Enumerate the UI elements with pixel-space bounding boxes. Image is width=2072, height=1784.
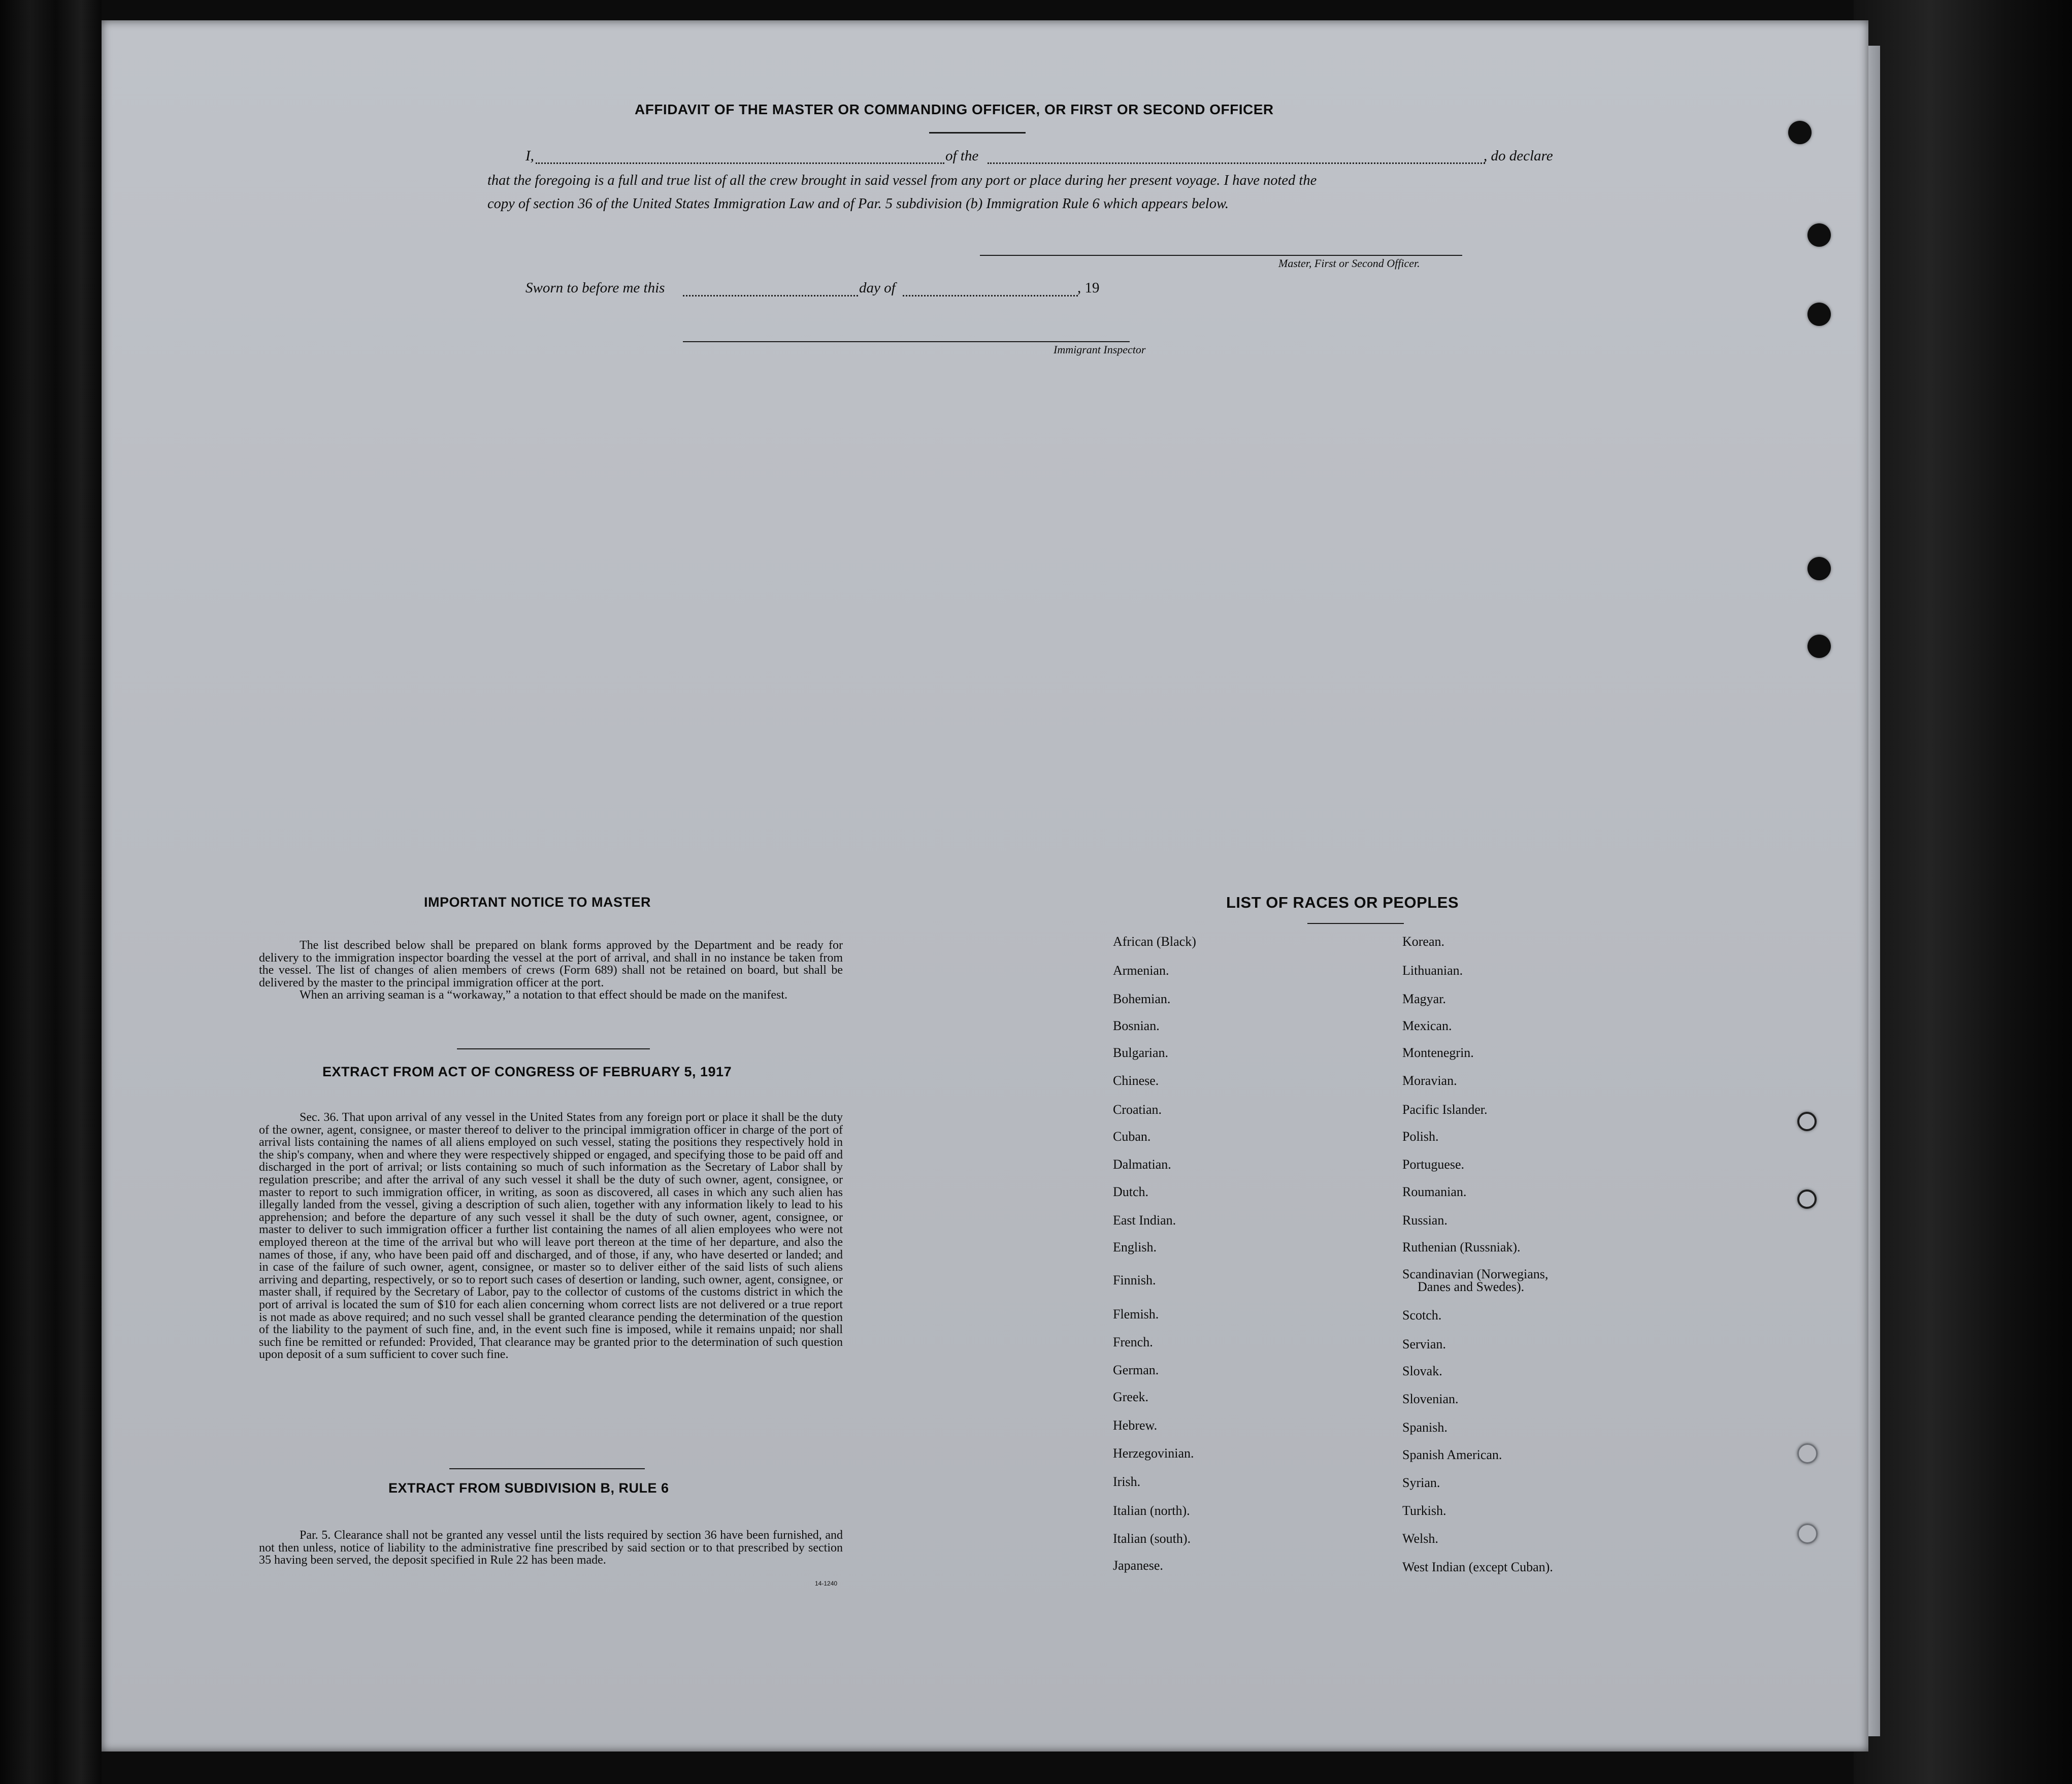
notice-para-1: The list described below shall be prepared on blank forms approved by the Department and be ready for delivery to the immigration inspector boarding the vessel at the port of arrival, and shall in no instance be taken from the vessel. The list of changes of alien members of crews (Form 689) shall not be retained on board, but shall be delivered by the master to the principal immigration officer at the port. bbox=[259, 939, 843, 989]
race-left-8: Cuban. bbox=[1113, 1129, 1151, 1144]
act-body bbox=[259, 1111, 843, 1361]
form-number: 14-1240 bbox=[815, 1580, 838, 1587]
affidavit-line2: that the foregoing is a full and true list of all the crew brought in said vessel from any port or place during her present voyage. I have noted the bbox=[487, 173, 1317, 188]
notice-divider bbox=[457, 1048, 650, 1049]
race-right-10: Roumanian. bbox=[1402, 1184, 1467, 1199]
notice-body bbox=[259, 939, 843, 1002]
race-left-7: Croatian. bbox=[1113, 1102, 1162, 1117]
sworn-month-field[interactable] bbox=[903, 295, 1078, 296]
race-right-23: West Indian (except Cuban). bbox=[1402, 1560, 1553, 1574]
binder-hole-icon bbox=[1807, 303, 1831, 326]
race-right-21: Turkish. bbox=[1402, 1503, 1446, 1518]
act-divider bbox=[449, 1468, 645, 1469]
race-left-6: Chinese. bbox=[1113, 1073, 1159, 1088]
race-right-20: Syrian. bbox=[1402, 1475, 1440, 1490]
race-right-11: Russian. bbox=[1402, 1213, 1448, 1228]
race-right-9: Portuguese. bbox=[1402, 1157, 1465, 1172]
act-title: EXTRACT FROM ACT OF CONGRESS OF FEBRUARY 5, 1917 bbox=[322, 1064, 732, 1079]
notice-title: IMPORTANT NOTICE TO MASTER bbox=[424, 895, 651, 910]
document-page bbox=[102, 20, 1868, 1752]
race-left-15: French. bbox=[1113, 1335, 1153, 1349]
race-left-17: Greek. bbox=[1113, 1390, 1149, 1404]
race-left-20: Irish. bbox=[1113, 1474, 1141, 1489]
race-right-4: Mexican. bbox=[1402, 1018, 1452, 1033]
race-right-7: Pacific Islander. bbox=[1402, 1102, 1488, 1117]
race-left-13: Finnish. bbox=[1113, 1273, 1156, 1287]
binder-hole-icon bbox=[1797, 1443, 1818, 1464]
rule-body bbox=[259, 1529, 843, 1567]
race-left-10: Dutch. bbox=[1113, 1184, 1149, 1199]
race-right-5: Montenegrin. bbox=[1402, 1045, 1474, 1060]
race-left-22: Italian (south). bbox=[1113, 1531, 1191, 1546]
binder-hole-icon bbox=[1797, 1190, 1817, 1209]
sworn-text: Sworn to before me this bbox=[525, 280, 665, 296]
affidavit-name-field[interactable] bbox=[536, 162, 944, 164]
affidavit-title: AFFIDAVIT OF THE MASTER OR COMMANDING OFFICER, OR FIRST OR SECOND OFFICER bbox=[635, 102, 1274, 117]
race-right-2: Lithuanian. bbox=[1402, 963, 1463, 978]
right-binding-frame bbox=[1854, 0, 2072, 1784]
affidavit-title-rule bbox=[929, 132, 1026, 134]
race-left-4: Bosnian. bbox=[1113, 1018, 1160, 1033]
race-left-14: Flemish. bbox=[1113, 1307, 1159, 1322]
race-left-3: Bohemian. bbox=[1113, 992, 1171, 1006]
sworn-day-field[interactable] bbox=[683, 295, 858, 296]
race-right-18: Spanish. bbox=[1402, 1420, 1448, 1435]
affidavit-line1-declare: , do declare bbox=[1484, 148, 1553, 164]
race-left-1: African (Black) bbox=[1113, 934, 1196, 949]
sworn-year-prefix: , 19 bbox=[1077, 280, 1100, 296]
races-title: LIST OF RACES OR PEOPLES bbox=[1226, 894, 1459, 911]
race-left-11: East Indian. bbox=[1113, 1213, 1176, 1228]
affidavit-vessel-field[interactable] bbox=[988, 162, 1485, 164]
master-signature-label: Master, First or Second Officer. bbox=[1278, 257, 1420, 270]
affidavit-line1-of-the: of the bbox=[945, 148, 979, 164]
rule-par-5: Par. 5. Clearance shall not be granted any vessel until the lists required by section 36 have been furnished, and not then unless, notice of liability to the administrative fine prescribed by said section or to that prescribed by section 35 having been served, the deposit specified in Rule 22 has been made. bbox=[259, 1529, 843, 1567]
notice-para-2: When an arriving seaman is a “workaway,” a notation to that effect should be made on the manifest. bbox=[300, 988, 787, 1002]
race-right-6: Moravian. bbox=[1402, 1073, 1457, 1088]
race-right-22: Welsh. bbox=[1402, 1531, 1438, 1546]
inspector-signature-line[interactable] bbox=[683, 341, 1130, 342]
race-right-14: Scotch. bbox=[1402, 1308, 1442, 1323]
race-right-1: Korean. bbox=[1402, 934, 1445, 949]
act-section-36: Sec. 36. That upon arrival of any vessel in the United States from any foreign port or place it shall be the duty of the owner, agent, consignee, or master thereof to deliver to the principal immigration officer in charge of the port of arrival lists containing the names of all aliens employed on such vessel, stating the positions they respectively hold in the ship's company, when and where they were respectively shipped or engaged, and specifying those to be paid off and discharged in the port of arrival; or lists containing so much of such information as the Secretary of Labor shall by regulation prescribe; and after the arrival of any such vessel it shall be the duty of such owner, agent, consignee, or master to report to such immigration officer, in writing, as soon as discovered, all cases in which any such alien has illegally landed from the vessel, giving a description of such alien, together with any information likely to lead to his apprehension; and before the departure of any such vessel it shall be the duty of such owner, agent, consignee, or master to deliver to such immigration officer a further list containing the names of all alien employees who were not employed thereon at the time of the arrival but who will leave port thereon at the time of her departure, and also the names of those, if any, who have been paid off and discharged, and of those, if any, who have deserted or landed; and in case of the failure of such owner, agent, consignee, or master so to deliver either of the said lists of such aliens arriving and departing, respectively, or so to report such cases of desertion or landing, such owner, agent, consignee, or master shall, if required by the Secretary of Labor, pay to the collector of customs of the customs district in which the port of arrival is located the sum of $10 for each alien concerning whom correct lists are not delivered or a true report is not made as above required; and no such vessel shall be granted clearance pending the determination of the question of the liability to the payment of such fine, and, in the event such fine is imposed, while it remains unpaid; nor shall such fine be remitted or refunded: Provided, That clearance may be granted prior to the determination of such question upon deposit of a sum sufficient to cover such fine. bbox=[259, 1111, 843, 1362]
affidavit-line1-i: I, bbox=[525, 148, 534, 164]
binder-hole-icon bbox=[1807, 557, 1831, 580]
binder-hole-icon bbox=[1807, 635, 1831, 658]
affidavit-line3: copy of section 36 of the United States Immigration Law and of Par. 5 subdivision (b) Immigration Rule 6 which appears below. bbox=[487, 196, 1229, 212]
race-left-23: Japanese. bbox=[1113, 1558, 1163, 1573]
race-left-2: Armenian. bbox=[1113, 963, 1169, 978]
race-left-5: Bulgarian. bbox=[1113, 1045, 1169, 1060]
binder-hole-icon bbox=[1797, 1524, 1818, 1544]
race-left-16: German. bbox=[1113, 1363, 1159, 1377]
race-right-12: Ruthenian (Russniak). bbox=[1402, 1240, 1521, 1254]
race-right-19: Spanish American. bbox=[1402, 1447, 1502, 1462]
race-left-18: Hebrew. bbox=[1113, 1418, 1158, 1433]
binder-hole-icon bbox=[1788, 121, 1812, 144]
inspector-label: Immigrant Inspector bbox=[1054, 343, 1146, 356]
sworn-day-of: day of bbox=[859, 280, 896, 296]
race-left-19: Herzegovinian. bbox=[1113, 1446, 1194, 1461]
race-right-13: Scandinavian (Norwegians, bbox=[1402, 1267, 1549, 1281]
rule-title: EXTRACT FROM SUBDIVISION B, RULE 6 bbox=[388, 1480, 669, 1496]
left-binding-frame bbox=[0, 0, 102, 1784]
binder-hole-icon bbox=[1807, 223, 1831, 247]
race-left-9: Dalmatian. bbox=[1113, 1157, 1171, 1172]
binder-hole-icon bbox=[1797, 1112, 1817, 1131]
master-signature-line[interactable] bbox=[980, 255, 1462, 256]
races-title-rule bbox=[1307, 923, 1404, 924]
race-right-8: Polish. bbox=[1402, 1129, 1439, 1144]
race-right-17: Slovenian. bbox=[1402, 1392, 1459, 1406]
race-right-16: Slovak. bbox=[1402, 1364, 1442, 1378]
race-right-3: Magyar. bbox=[1402, 992, 1446, 1006]
race-left-12: English. bbox=[1113, 1240, 1157, 1254]
race-left-21: Italian (north). bbox=[1113, 1503, 1190, 1518]
race-right-15: Servian. bbox=[1402, 1337, 1446, 1351]
race-right-13-cont: Danes and Swedes). bbox=[1418, 1279, 1525, 1294]
